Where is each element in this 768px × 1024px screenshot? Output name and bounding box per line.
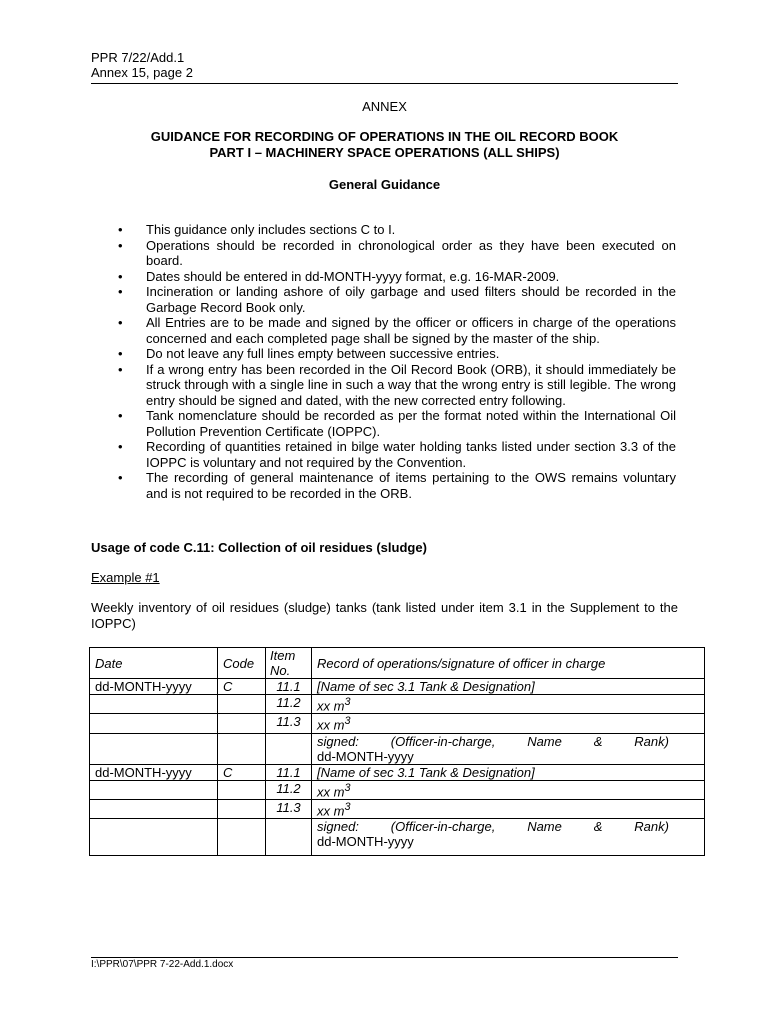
page-header (91, 50, 678, 80)
code-cell (218, 695, 266, 714)
item-cell: 11.3 (266, 714, 312, 733)
code-cell (218, 799, 266, 818)
code-cell (218, 733, 266, 764)
bullet-icon: • (118, 222, 123, 237)
list-item: • Dates should be entered in dd-MONTH-yyyy format, e.g. 16-MAR-2009. (118, 268, 560, 284)
general-guidance-heading: General Guidance (328, 177, 441, 192)
list-item: • If a wrong entry has been recorded in the Oil Record Book (ORB), it should immediately be struck through with a single line in such a way that the wrong entry is still legible. The wrong entry should be signed and dated, with the new corrected entry following. (118, 361, 676, 408)
code-cell (218, 780, 266, 799)
date-cell (90, 819, 218, 856)
bullet-icon: • (118, 237, 123, 253)
date-cell (90, 695, 218, 714)
list-item: • The recording of general maintenance of items pertaining to the OWS remains voluntary and is not required to be recorded in the ORB. (118, 470, 676, 501)
record-cell: xx $m^3$ (312, 714, 705, 733)
date-column-header: Date (90, 648, 218, 679)
table-row (90, 780, 705, 799)
code-cell: C (218, 679, 266, 695)
table-row (90, 695, 705, 714)
signature-date: dd-MONTH-yyyy (317, 748, 414, 764)
list-item: • Tank nomenclature should be recorded as per the format noted within the International Oil Pollution Prevention Certificate (IOPPC). (118, 408, 676, 439)
signature-date: dd-MONTH-yyyy (317, 834, 414, 850)
list-item: • Do not leave any full lines empty between successive entries. (118, 346, 500, 361)
table-row (90, 764, 705, 780)
signature-cell (312, 819, 705, 856)
signature-cell (312, 733, 705, 764)
record-cell: xx $m^3$ (312, 780, 705, 799)
list-item: • Operations should be recorded in chronological order as they have been executed on board. (118, 237, 676, 268)
record-table (89, 647, 705, 856)
record-cell: [Name of sec 3.1 Tank & Designation] (312, 679, 705, 695)
record-column-header: Record of operations/signature of officer in charge (312, 648, 705, 679)
section-heading: Usage of code C.11: Collection of oil residues (sludge) (91, 540, 427, 555)
annex-page-reference: Annex 15, page 2 (91, 65, 193, 80)
title-line-2: PART I – MACHINERY SPACE OPERATIONS (ALL SHIPS) (209, 145, 560, 160)
bullet-icon: • (118, 268, 123, 284)
record-cell: xx $m^3$ (312, 799, 705, 818)
bullet-icon: • (118, 346, 123, 361)
item-cell: 11.1 (266, 679, 312, 695)
code-cell (218, 819, 266, 856)
bullet-icon: • (118, 284, 123, 299)
bullet-icon: • (118, 408, 123, 423)
item-column-header: Item No. (266, 648, 312, 679)
list-item: • All Entries are to be made and signed by the officer or officers in charge of the operations concerned and each completed page shall be signed by the master of the ship. (118, 315, 676, 346)
table-row (90, 733, 705, 764)
record-cell: xx $m^3$ (312, 695, 705, 714)
item-cell (266, 733, 312, 764)
date-cell (90, 799, 218, 818)
record-cell: [Name of sec 3.1 Tank & Designation] (312, 764, 705, 780)
example-label: Example #1 (91, 570, 160, 585)
signature-line: signed: (Officer-in-charge, Name & Rank) (317, 733, 669, 749)
code-cell (218, 714, 266, 733)
item-cell: 11.3 (266, 799, 312, 818)
date-cell (90, 733, 218, 764)
file-path-footer: I:\PPR\07\PPR 7-22-Add.1.docx (91, 959, 234, 970)
annex-label: ANNEX (362, 99, 407, 114)
code-column-header: Code (218, 648, 266, 679)
table-row (90, 799, 705, 818)
table-header-row (90, 648, 705, 679)
list-item: • Incineration or landing ashore of oily garbage and used filters should be recorded in the Garbage Record Book only. (118, 284, 676, 315)
footer-rule (91, 957, 678, 958)
item-cell: 11.2 (266, 695, 312, 714)
date-cell (90, 780, 218, 799)
item-cell: 11.1 (266, 764, 312, 780)
bullet-icon: • (118, 439, 123, 454)
title-line-1: GUIDANCE FOR RECORDING OF OPERATIONS IN THE OIL RECORD BOOK (150, 129, 619, 144)
date-cell: dd-MONTH-yyyy (90, 764, 218, 780)
bullet-icon: • (118, 470, 123, 485)
list-item: • Recording of quantities retained in bilge water holding tanks listed under section 3.3 of the IOPPC is voluntary and not required by the Convention. (118, 439, 676, 470)
item-cell (266, 819, 312, 856)
table-row (90, 714, 705, 733)
date-cell: dd-MONTH-yyyy (90, 679, 218, 695)
guidance-list (91, 222, 676, 501)
code-cell: C (218, 764, 266, 780)
item-cell: 11.2 (266, 780, 312, 799)
bullet-icon: • (118, 361, 123, 377)
table-row (90, 679, 705, 695)
document-title (91, 129, 678, 161)
example-description: Weekly inventory of oil residues (sludge) tanks (tank listed under item 3.1 in the Supplement to the IOPPC) (91, 600, 678, 631)
list-item: • This guidance only includes sections C to I. (118, 222, 396, 237)
date-cell (90, 714, 218, 733)
header-rule (91, 83, 678, 84)
document-reference: PPR 7/22/Add.1 (91, 50, 185, 65)
table-row (90, 819, 705, 856)
signature-line: signed: (Officer-in-charge, Name & Rank) (317, 819, 669, 835)
bullet-icon: • (118, 315, 123, 330)
